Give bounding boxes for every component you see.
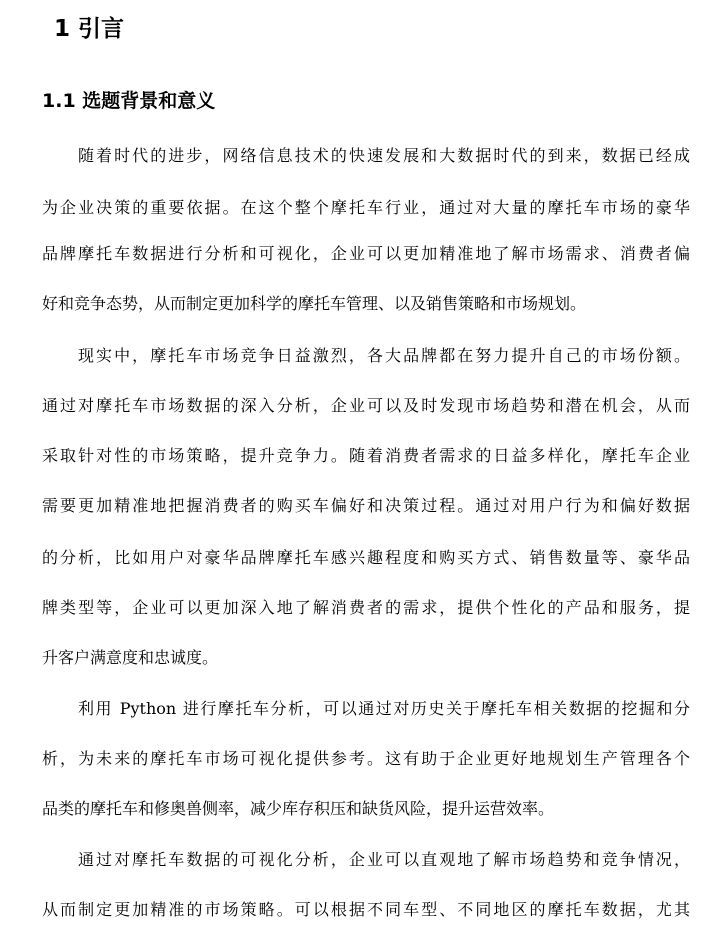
paragraph-2-line-4: 需要更加精准地把握消费者的购买车偏好和决策过程。通过对用户行为和偏好数据 [42,496,690,515]
paragraph-1-line-1: 随着时代的进步，网络信息技术的快速发展和大数据时代的到来，数据已经成 [78,146,690,165]
paragraph-1-line-2: 为企业决策的重要依据。在这个整个摩托车行业，通过对大量的摩托车市场的豪华 [42,198,690,217]
paragraph-2-line-5: 的分析，比如用户对豪华品牌摩托车感兴趣程度和购买方式、销售数量等、豪华品 [42,548,690,567]
paragraph-1-line-4: 好和竞争态势，从而制定更加科学的摩托车管理、以及销售策略和市场规划。 [42,294,587,313]
paragraph-3-line-1: 利用 Python 进行摩托车分析，可以通过对历史关于摩托车相关数据的挖掘和分 [78,699,690,718]
paragraph-2-line-3: 采取针对性的市场策略，提升竞争力。随着消费者需求的日益多样化，摩托车企业 [42,446,690,465]
paragraph-3-line-2: 析，为未来的摩托车市场可视化提供参考。这有助于企业更好地规划生产管理各个 [42,749,690,768]
paragraph-2-line-2: 通过对摩托车市场数据的深入分析，企业可以及时发现市场趋势和潜在机会，从而 [42,396,690,415]
paragraph-2-line-1: 现实中，摩托车市场竞争日益激烈，各大品牌都在努力提升自己的市场份额。 [78,346,690,365]
chapter-heading: 1 引言 [54,16,125,42]
paragraph-1-line-3: 品牌摩托车数据进行分析和可视化，企业可以更加精准地了解市场需求、消费者偏 [42,244,690,263]
section-heading: 1.1 选题背景和意义 [42,90,216,112]
paragraph-3-line-3: 品类的摩托车和修奥兽侧率，减少库存积压和缺货风险，提升运营效率。 [42,799,555,818]
paragraph-2-line-7: 升客户满意度和忠诚度。 [42,648,219,667]
paragraph-4-line-2: 从而制定更加精准的市场策略。可以根据不同车型、不同地区的摩托车数据，尤其 [42,900,690,919]
paragraph-4-line-1: 通过对摩托车数据的可视化分析，企业可以直观地了解市场趋势和竞争情况， [78,850,690,869]
paragraph-2-line-6: 牌类型等，企业可以更加深入地了解消费者的需求，提供个性化的产品和服务，提 [42,598,690,617]
